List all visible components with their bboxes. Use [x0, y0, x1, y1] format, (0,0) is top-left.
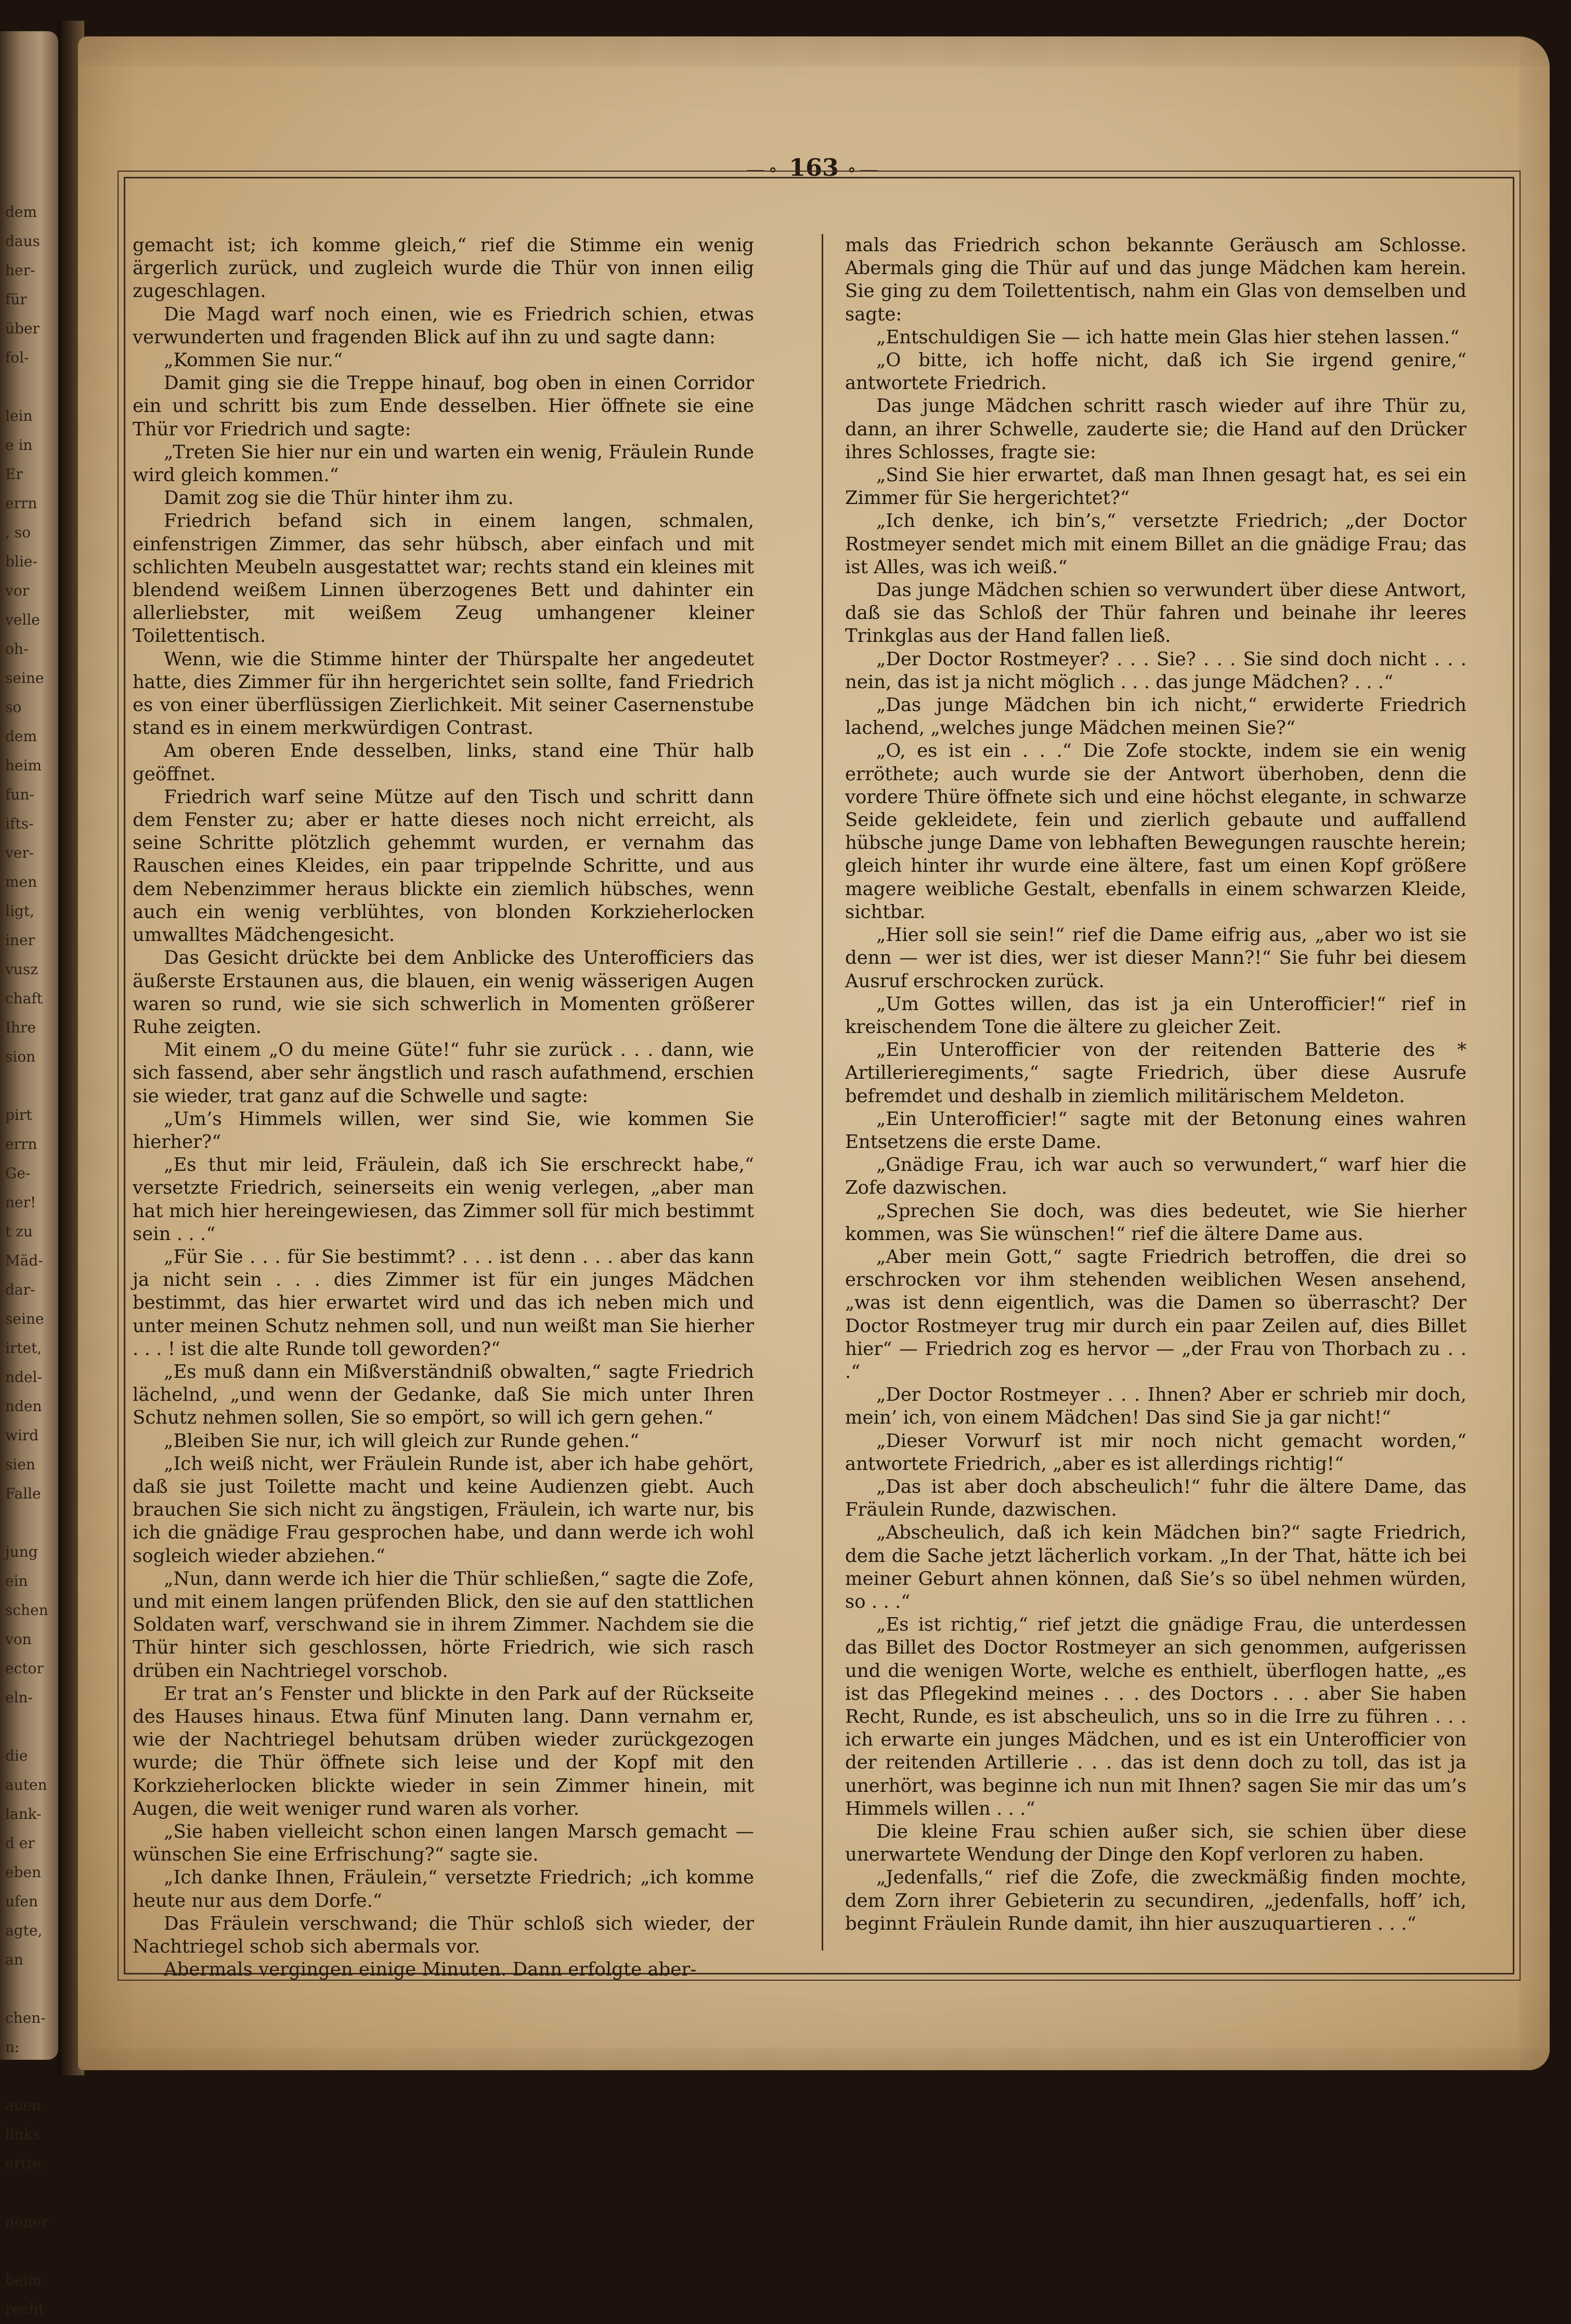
paragraph: Am oberen Ende desselben, links, stand eine Thür halb geöffnet.	[133, 740, 754, 785]
text-column-right	[845, 234, 1466, 1945]
paragraph: „Ein Unterofficier!“ sagte mit der Betonung eines wahren Entsetzens die erste Dame.	[845, 1108, 1466, 1153]
paragraph: „Um Gottes willen, das ist ja ein Unterofficier!“ rief in kreischendem Tone die ältere zu gleicher Zeit.	[845, 993, 1466, 1038]
page-number: 163	[788, 153, 839, 182]
paragraph: „Aber mein Gott,“ sagte Friedrich betroffen, die drei so erschrocken vor ihm stehenden weiblichen Wesen ansehend, „was ist denn eigentlich, was die Damen so überrascht? Der Doctor Rostmeyer trug mir durch ein paar Zeilen auf, dies Billet hier“ — Friedrich zog es hervor — „der Frau von Thorbach zu . . .“	[845, 1246, 1466, 1383]
paragraph: „Treten Sie hier nur ein und warten ein wenig, Fräulein Runde wird gleich kommen.“	[133, 441, 754, 486]
paragraph: „Ich denke, ich bin’s,“ versetzte Friedrich; „der Doctor Rostmeyer sendet mich mit einem Billet an die gnädige Frau; das ist Alles, was ich weiß.“	[845, 510, 1466, 578]
paragraph: Friedrich warf seine Mütze auf den Tisch und schritt dann dem Fenster zu; aber er hatte dieses noch nicht erreicht, als seine Schritte plötzlich gehemmt wurden, er vernahm das Rauschen eines Kleides, ein paar trippelnde Schritte, und aus dem Nebenzimmer heraus blickte ein ziemlich hübsches, wenn auch ein wenig verblühtes, von blonden Korkzieherlocken umwalltes Mädchengesicht.	[133, 786, 754, 946]
paragraph: Die Magd warf noch einen, wie es Friedrich schien, etwas verwunderten und fragenden Blick auf ihn zu und sagte dann:	[133, 303, 754, 348]
paragraph: „Es muß dann ein Mißverständniß obwalten,“ sagte Friedrich lächelnd, „und wenn der Gedanke, daß Sie mich unter Ihren Schutz nehmen sollen, Sie so empört, so will ich gern gehen.“	[133, 1361, 754, 1429]
paragraph: „Jedenfalls,“ rief die Zofe, die zweckmäßig finden mochte, dem Zorn ihrer Gebieterin zu secundiren, „jedenfalls, hoff’ ich, beginnt Fräulein Runde damit, ihn hier auszuquartieren . . .“	[845, 1867, 1466, 1934]
paragraph: Das junge Mädchen schien so verwundert über diese Antwort, daß sie das Schloß der Thür fahren und beinahe ihr leeres Trinkglas aus der Hand fallen ließ.	[845, 579, 1466, 647]
paragraph: „Nun, dann werde ich hier die Thür schließen,“ sagte die Zofe, und mit einem langen prüfenden Blick, den sie auf den stattlichen Soldaten warf, verschwand sie in ihrem Zimmer. Nachdem sie die Thür hinter sich geschlossen, hörte Friedrich, wie sich rasch drüben ein Nachtriegel vorschob.	[133, 1568, 754, 1682]
paragraph: „Es ist richtig,“ rief jetzt die gnädige Frau, die unterdessen das Billet des Doctor Rostmeyer an sich genommen, aufgerissen und die wenigen Worte, welche es enthielt, überflogen hatte, „es ist das Pflegekind meines . . . des Doctors . . . aber Sie haben Recht, Runde, es ist abscheulich, uns so in die Irre zu führen . . . ich erwarte ein junges Mädchen, und es ist ein Unterofficier von der reitenden Artillerie . . . das ist denn doch zu toll, das ist ja unerhört, was beginne ich nun mit Ihnen? sagen Sie mir das um’s Himmels willen . . .“	[845, 1614, 1466, 1819]
paragraph: „Für Sie . . . für Sie bestimmt? . . . ist denn . . . aber das kann ja nicht sein . . . dies Zimmer ist für ein junges Mädchen bestimmt, das hier erwartet wird und das ich neben mich und unter meinen Schutz nehmen soll, und nun weißt man Sie hierher . . . ! ist die alte Runde toll geworden?“	[133, 1246, 754, 1360]
paragraph: „Kommen Sie nur.“	[164, 350, 343, 371]
header-ornament-left: —∘	[746, 159, 781, 180]
paragraph: „Entschuldigen Sie — ich hatte mein Glas hier stehen lassen.“	[876, 326, 1460, 348]
paragraph: „Das ist aber doch abscheulich!“ fuhr die ältere Dame, das Fräulein Runde, dazwischen.	[845, 1476, 1466, 1521]
paragraph: Mit einem „O du meine Güte!“ fuhr sie zurück . . . dann, wie sich fassend, aber sehr ängstlich und rasch aufathmend, erschien sie wieder, trat ganz auf die Schwelle und sagte:	[133, 1039, 754, 1107]
paragraph: „Ich weiß nicht, wer Fräulein Runde ist, aber ich habe gehört, daß sie just Toilette macht und keine Audienzen giebt. Auch brauchen Sie sich nicht zu ängstigen, Fräulein, ich warte nur, bis ich die gnädige Frau gesprochen habe, und dann werde ich wohl sogleich wieder abziehen.“	[133, 1453, 754, 1567]
paragraph: Das junge Mädchen schritt rasch wieder auf ihre Thür zu, dann, an ihrer Schwelle, zauderte sie; die Hand auf den Drücker ihres Schlosses, fragte sie:	[845, 395, 1466, 463]
paragraph: „Um’s Himmels willen, wer sind Sie, wie kommen Sie hierher?“	[133, 1108, 754, 1153]
header-ornament-right: ∘—	[847, 159, 881, 180]
paragraph: „O bitte, ich hoffe nicht, daß ich Sie irgend genire,“ antwortete Friedrich.	[845, 350, 1466, 394]
paragraph: „Gnädige Frau, ich war auch so verwundert,“ warf hier die Zofe dazwischen.	[845, 1154, 1466, 1199]
paragraph: Das Gesicht drückte bei dem Anblicke des Unterofficiers das äußerste Erstaunen aus, die blauen, ein wenig wässerigen Augen waren so rund, wie sie sich schwerlich in Momenten größerer Ruhe zeigten.	[133, 947, 754, 1038]
previous-page-edge	[0, 31, 58, 2318]
paragraph: „Ein Unterofficier von der reitenden Batterie des * Artillerieregiments,“ sagte Friedrich, über diese Ausrufe befremdet und deshalb in ziemlich militärischem Meldeton.	[845, 1039, 1466, 1107]
column-divider	[822, 234, 823, 1951]
paragraph: „Abscheulich, daß ich kein Mädchen bin?“ sagte Friedrich, dem die Sache jetzt lächerlich vorkam. „In der That, hätte ich bei meiner Geburt ahnen können, daß Sie’s so übel nehmen würden, so . . .“	[845, 1522, 1466, 1612]
text-column-left	[133, 234, 754, 1981]
paragraph: „Das junge Mädchen bin ich nicht,“ erwiderte Friedrich lachend, „welches junge Mädchen meinen Sie?“	[845, 694, 1466, 739]
paragraph: mals das Friedrich schon bekannte Geräusch am Schlosse. Abermals ging die Thür auf und das junge Mädchen kam herein. Sie ging zu dem Toilettentisch, nahm ein Glas von demselben und sagte:	[845, 235, 1466, 325]
paragraph: „O, es ist ein . . .“ Die Zofe stockte, indem sie ein wenig erröthete; auch wurde sie der Antwort überhoben, denn die vordere Thüre öffnete sich und eine höchst elegante, in schwarze Seide gekleidete, fein und zierlich gebaute und auffallend hübsche junge Dame von lebhaften Bewegungen rauschte herein; gleich hinter ihr wurde eine ältere, fast um einen Kopf größere magere weibliche Gestalt, ebenfalls in einem schwarzen Kleide, sichtbar.	[845, 740, 1466, 923]
paragraph: Die kleine Frau schien außer sich, sie schien über diese unerwartete Wendung der Dinge den Kopf verloren zu haben.	[845, 1821, 1466, 1866]
book-page	[78, 36, 1550, 2070]
paragraph: Wenn, wie die Stimme hinter der Thürspalte her angedeutet hatte, dies Zimmer für ihn hergerichtet sein sollte, fand Friedrich es von einer überflüssigen Zierlichkeit. Mit seiner Casernenstube stand es in einem merkwürdigen Contrast.	[133, 648, 754, 739]
paragraph: gemacht ist; ich komme gleich,“ rief die Stimme ein wenig ärgerlich zurück, und zugleich wurde die Thür von innen eilig zugeschlagen.	[133, 235, 754, 302]
paragraph: „Sind Sie hier erwartet, daß man Ihnen gesagt hat, es sei ein Zimmer für Sie hergerichtet?“	[845, 464, 1466, 509]
previous-page-text-fragments: dem daus her- für über fol- lein e in Er errn , so blie- vor velle oh- seine so dem heim fun- ifts- ver- men ligt, iner vusz chaft Ihre sion pirt errn Ge- ner! t zu Mäd- dar- seine irtet, ndel- nden wird sien Falle jung ein schen von ector eln- die auten lank- d er eben ufen agte, an chen- n: auen- links ertte, nener beim recht	[5, 203, 48, 2318]
paragraph: Das Fräulein verschwand; die Thür schloß sich wieder, der Nachtriegel schob sich abermals vor.	[133, 1913, 754, 1958]
paragraph: „Sie haben vielleicht schon einen langen Marsch gemacht — wünschen Sie eine Erfrischung?“ sagte sie.	[133, 1821, 754, 1866]
paragraph: „Sprechen Sie doch, was dies bedeutet, wie Sie hierher kommen, was Sie wünschen!“ rief die ältere Dame aus.	[845, 1200, 1466, 1245]
paragraph: Abermals vergingen einige Minuten. Dann erfolgte aber-	[164, 1959, 697, 1981]
paragraph: „Ich danke Ihnen, Fräulein,“ versetzte Friedrich; „ich komme heute nur aus dem Dorfe.“	[133, 1867, 754, 1912]
paragraph: „Bleiben Sie nur, ich will gleich zur Runde gehen.“	[164, 1430, 640, 1452]
paragraph: Friedrich befand sich in einem langen, schmalen, einfenstrigen Zimmer, das sehr hübsch, aber einfach und mit schlichten Meubeln ausgestattet war; rechts stand ein kleines mit blendend weißem Linnen überzogenes Bett und dahinter ein allerliebster, mit weißem Zeug umhangener kleiner Toilettentisch.	[133, 510, 754, 647]
paragraph: „Der Doctor Rostmeyer? . . . Sie? . . . Sie sind doch nicht . . . nein, das ist ja nicht möglich . . . das junge Mädchen? . . .“	[845, 648, 1466, 693]
paragraph: Er trat an’s Fenster und blickte in den Park auf der Rückseite des Hauses hinaus. Etwa fünf Minuten lang. Dann vernahm er, wie der Nachtriegel behutsam drüben wieder zurückgezogen wurde; die Thür öffnete sich leise und der Kopf mit den Korkzieherlocken blickte wieder in sein Zimmer hinein, mit Augen, die weit weniger rund waren als vorher.	[133, 1683, 754, 1819]
paragraph: „Dieser Vorwurf ist mir noch nicht gemacht worden,“ antwortete Friedrich, „aber es ist allerdings richtig!“	[845, 1430, 1466, 1475]
paragraph: Damit zog sie die Thür hinter ihm zu.	[164, 487, 514, 509]
paragraph: „Der Doctor Rostmeyer . . . Ihnen? Aber er schrieb mir doch, mein’ ich, von einem Mädchen! Das sind Sie ja gar nicht!“	[845, 1384, 1466, 1429]
paragraph: Damit ging sie die Treppe hinauf, bog oben in einen Corridor ein und schritt bis zum Ende desselben. Hier öffnete sie eine Thür vor Friedrich und sagte:	[133, 372, 754, 440]
paragraph: „Es thut mir leid, Fräulein, daß ich Sie erschreckt habe,“ versetzte Friedrich, seinerseits ein wenig verlegen, „aber man hat mich hier hereingewiesen, das Zimmer soll für mich bestimmt sein . . .“	[133, 1154, 754, 1245]
paragraph: „Hier soll sie sein!“ rief die Dame eifrig aus, „aber wo ist sie denn — wer ist dies, wer ist dieser Mann?!“ Sie fuhr bei diesem Ausruf erschrocken zurück.	[845, 924, 1466, 992]
